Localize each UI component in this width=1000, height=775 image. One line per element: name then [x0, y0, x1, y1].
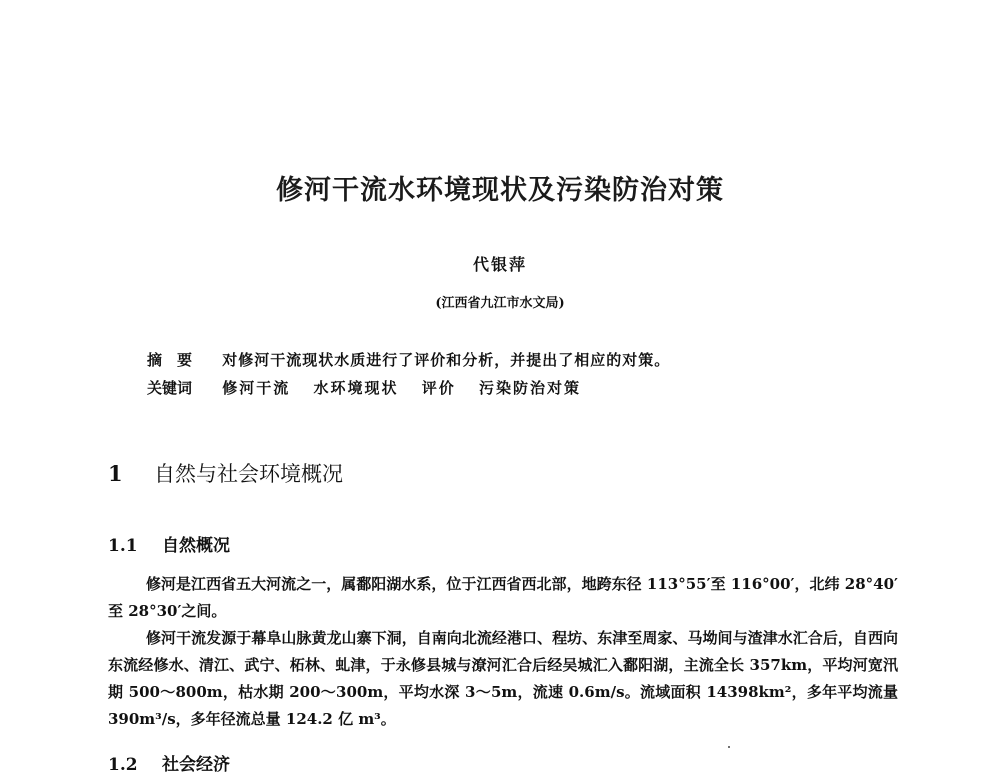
section-title: 自然与社会环境概况: [154, 462, 343, 486]
keyword-item: 评价: [421, 379, 456, 397]
subsection-title: 社会经济: [162, 755, 230, 775]
keywords: [147, 377, 599, 398]
keyword-item: 修河干流: [222, 379, 291, 397]
scan-speck: [728, 746, 730, 748]
subsection-title: 自然概况: [162, 536, 230, 556]
subsection-heading: [108, 750, 230, 775]
keyword-item: 污染防治对策: [478, 379, 581, 397]
section-heading: [108, 458, 343, 488]
author-affiliation: (江西省九江市水文局): [435, 296, 565, 311]
paper-title: 修河干流水环境现状及污染防治对策: [276, 175, 724, 206]
section-number: 1: [108, 461, 123, 486]
subsection-number: 1.2: [108, 755, 138, 775]
keyword-item: 水环境现状: [313, 379, 399, 397]
keywords-label: 关键词: [147, 379, 193, 397]
body-paragraph: 修河干流发源于幕阜山脉黄龙山寨下洞，自南向北流经港口、程坊、东津至周家、马坳间与渣津水汇合后，自西向东流经修水、清江、武宁、柘林、虬津，于永修县城与潦河汇合后经吴城汇入鄱阳湖，主流全长 357km，平均河宽汛期 500～800m，枯水期 200～300m，平均水深 3～5m，流速 0.6m/s。流域面积 14398km²，多年平均流量 390m³/s，多年径流总量 124.2 亿 m³。: [108, 629, 898, 728]
abstract-text: 对修河干流现状水质进行了评价和分析，并提出了相应的对策。: [222, 351, 671, 369]
body-paragraph: 修河是江西省五大河流之一，属鄱阳湖水系，位于江西省西北部，地跨东径 113°55′至 116°00′，北纬 28°40′至 28°30′之间。: [108, 575, 898, 620]
abstract: [147, 349, 670, 370]
author-name: 代银萍: [472, 255, 527, 274]
subsection-number: 1.1: [108, 536, 138, 556]
subsection-heading: [108, 531, 230, 556]
abstract-label: 摘 要: [147, 351, 193, 369]
